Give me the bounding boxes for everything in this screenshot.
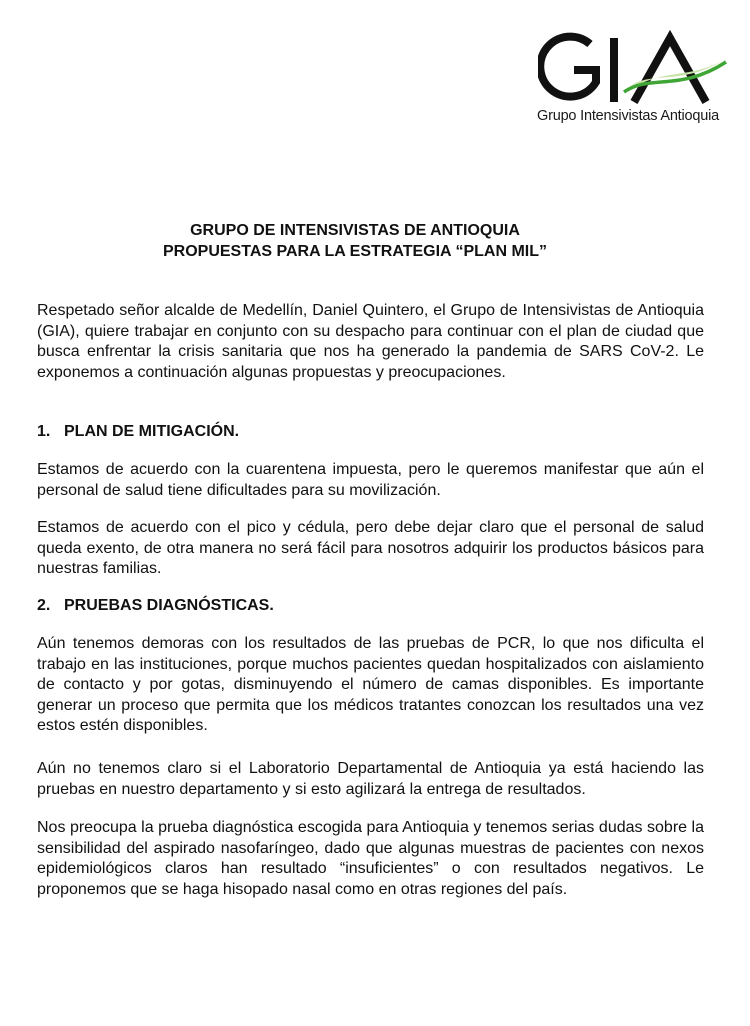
section-1-paragraph-2: Estamos de acuerdo con el pico y cédula, pero debe dejar claro que el personal de salud queda exento, de otra manera no será fácil para nosotros adquirir los productos básicos para nuestras familias. [37,519,704,578]
section-2-paragraph-1: Aún tenemos demoras con los resultados de las pruebas de PCR, lo que nos dificulta el trabajo en las instituciones, porque muchos pacientes quedan hospitalizados con aislamiento de contacto y por gotas, disminuyendo el número de camas disponibles. Es importante generar un proceso que permita que los médicos tratantes conozcan los resultados una vez estos estén disponibles. [37,635,704,735]
gia-logo-mark [538,30,728,110]
section-2-paragraph-2: Aún no tenemos claro si el Laboratorio Departamental de Antioquia ya está haciendo las pruebas en nuestro departamento y si esto agilizará la entrega de resultados. [37,760,704,798]
section-2-number: 2. [37,597,51,614]
document-title [0,220,710,262]
section-1-paragraph-1: Estamos de acuerdo con la cuarentena impuesta, pero le queremos manifestar que aún el personal de salud tiene dificultades para su movilización. [37,461,704,499]
section-2-paragraph-3: Nos preocupa la prueba diagnóstica escogida para Antioquia y tenemos serias dudas sobre la sensibilidad del aspirado nasofaríngeo, dado que algunas muestras de pacientes con nexos epidemiológicos claros han resultado “insuficientes” o con resultados negativos. Le proponemos que se haga hisopado nasal como en otras regiones del país. [37,819,704,898]
section-1-heading [37,423,239,441]
section-1-number: 1. [37,423,51,440]
intro-paragraph: Respetado señor alcalde de Medellín, Daniel Quintero, el Grupo de Intensivistas de Antioquia (GIA), quiere trabajar en conjunto con su despacho para continuar con el plan de ciudad que busca enfrentar la crisis sanitaria que nos ha generado la pandemia de SARS CoV-2. Le exponemos a continuación algunas propuestas y preocupaciones. [37,302,704,381]
logo-caption: Grupo Intensivistas Antioquia [537,108,720,124]
section-1-title: PLAN DE MITIGACIÓN. [64,423,240,440]
title-line-1: GRUPO DE INTENSIVISTAS DE ANTIOQUIA [190,222,520,239]
title-line-2: PROPUESTAS PARA LA ESTRATEGIA “PLAN MIL” [162,243,547,260]
section-2-heading [37,597,274,615]
section-2-title: PRUEBAS DIAGNÓSTICAS. [64,597,274,614]
